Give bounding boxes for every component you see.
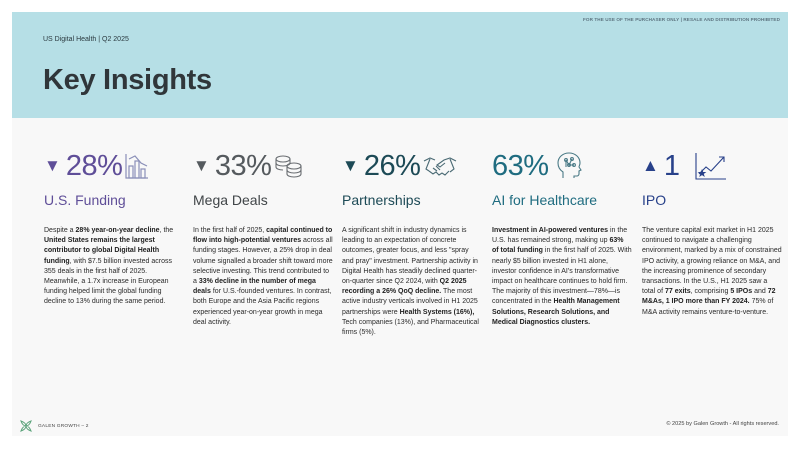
copyright: © 2025 by Galen Growth - All rights reserved.	[666, 421, 779, 427]
bold-text-run: 5 IPOs	[730, 288, 753, 296]
stat-value: 33%	[214, 149, 272, 182]
down-arrow-icon: ▼	[342, 156, 359, 175]
ai-brain-icon	[557, 152, 583, 180]
growth-chart-icon	[695, 152, 727, 180]
disclaimer: FOR THE USE OF THE PURCHASER ONLY | RESALE AND DISTRIBUTION PROHIBITED	[583, 17, 780, 22]
text-run: The most active industry verticals involved in H1 2025 partnerships were	[342, 288, 478, 316]
bold-text-run: capital continued to flow into high-potential ventures	[193, 227, 333, 245]
text-run: 75% of M&A activity remains venture-to-venture.	[642, 298, 774, 316]
text-run: Tech companies (13%), and Pharmaceutical firms (5%).	[342, 318, 479, 337]
insight-title: Mega Deals	[193, 192, 268, 208]
insight-ipo	[642, 148, 782, 318]
bold-text-run: 33% decline in the number of mega deals	[193, 278, 316, 296]
galen-growth-logo	[19, 419, 89, 433]
page-title: Key Insights	[43, 64, 212, 96]
text-run: in the U.S. has remained strong, making up	[492, 227, 628, 245]
insight-text	[642, 226, 782, 318]
stat-value: 1	[663, 149, 680, 182]
bold-text-run: Health Systems (16%),	[399, 308, 475, 316]
coins-icon	[274, 153, 304, 179]
insight-partnerships	[342, 148, 482, 338]
insight-mega-deals	[193, 148, 333, 328]
insight-text	[193, 226, 333, 328]
bold-text-run: 63% of total funding	[492, 237, 624, 255]
bold-text-run: Q2 2025 recording a 26% QoQ decline.	[342, 278, 467, 296]
bold-text-run: Health Management Solutions, Research Solutions, and Medical Diagnostics clusters.	[492, 298, 620, 326]
text-run: In the first half of 2025,	[193, 227, 267, 234]
bold-text-run: Investment in AI-powered ventures	[492, 227, 609, 234]
stat-value: 28%	[65, 149, 123, 182]
text-run: , the	[159, 227, 174, 234]
bold-text-run: 72 M&As, 1 IPO more than FY 2024.	[642, 288, 776, 306]
stat-value: 63%	[492, 149, 549, 182]
insight-ai-healthcare	[492, 148, 632, 328]
down-arrow-icon: ▼	[44, 156, 61, 175]
text-run: Despite a	[44, 227, 76, 234]
bold-text-run: United States remains the largest contributor to global Digital Health funding	[44, 237, 160, 265]
text-run: , with $7.5 billion invested across 355 deals in the first half of 2025. Meanwhile, a 1.7x increase in European funding helped limit the global funding decline to 13% during the same period.	[44, 257, 172, 306]
text-run: for U.S.-founded ventures. In contrast, both Europe and the Asia Pacific regions experienced year-on-year growth in mega deal activity.	[193, 288, 332, 326]
text-run: The venture capital exit market in H1 2025 continued to navigate a challenging environment, marked by a mix of constrained IPO activity, a growing reliance on M&A, and the increasing prominence of secondary transactions. In the U.S., H1 2025 saw a total of	[642, 227, 782, 296]
logo-text: GALEN GROWTH – 2	[38, 423, 89, 429]
handshake-icon	[423, 154, 457, 178]
logo-mark-icon	[19, 419, 33, 433]
text-run: A significant shift in industry dynamics is leading to an expectation of concrete outcomes, greater focus, and less "spray and pray" investment. Partnership activity in Digital Health has steadily declined quarter-on-quarter since Q2 2024, with	[342, 227, 478, 286]
insight-title: AI for Healthcare	[492, 192, 598, 208]
bar-chart-icon	[125, 153, 149, 179]
bold-text-run: 77 exits	[664, 288, 691, 296]
text-run: in the first half of 2025. With nearly $5 billion invested in H1 alone, investor confidence in AI's transformative impact on healthcare continues to hold firm. The majority of this investment—78%—is concentrated in the	[492, 247, 632, 306]
down-arrow-icon: ▼	[193, 156, 210, 175]
insight-text	[492, 226, 632, 328]
insight-title: U.S. Funding	[44, 192, 126, 208]
text-run: , comprising	[690, 288, 731, 296]
insight-title: IPO	[642, 192, 667, 208]
insight-text	[44, 226, 184, 308]
text-run: and	[752, 288, 768, 296]
report-context: US Digital Health | Q2 2025	[43, 36, 129, 43]
up-arrow-icon: ▲	[642, 156, 659, 175]
bold-text-run: 28% year-on-year decline	[75, 227, 160, 234]
insight-us-funding	[44, 148, 184, 308]
header-banner	[12, 12, 788, 118]
insight-title: Partnerships	[342, 192, 421, 208]
text-run: across all funding stages. However, a 25% drop in deal volume signalled a broader shift toward more selective investing. This trend contributed to a	[193, 237, 333, 286]
insight-text	[342, 226, 482, 338]
stat-value: 26%	[363, 149, 421, 182]
